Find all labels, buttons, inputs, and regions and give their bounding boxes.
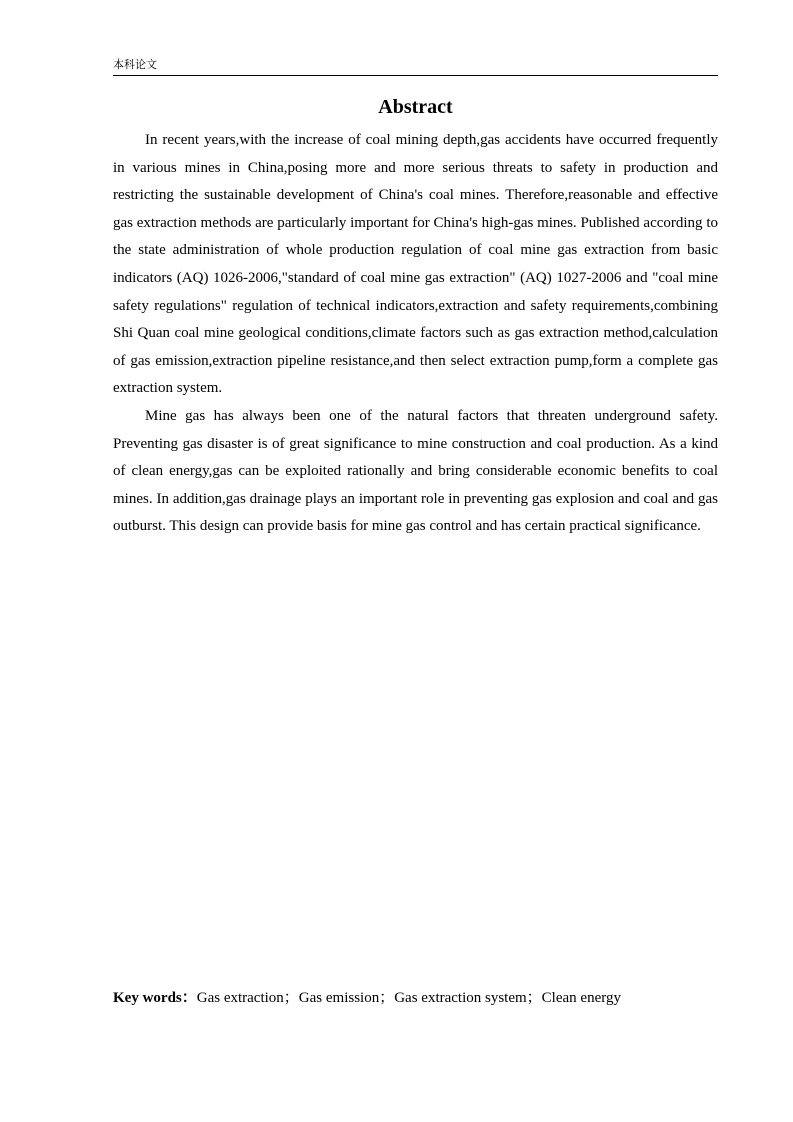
- keywords-line: [113, 986, 718, 1010]
- abstract-title: Abstract: [378, 96, 453, 118]
- keywords-label: Key words：: [113, 990, 197, 1006]
- header-label: 本科论文: [113, 58, 157, 71]
- page-header: [113, 56, 718, 76]
- abstract-body: [113, 127, 718, 541]
- keywords-list: Gas extraction；Gas emission；Gas extraction system；Clean energy: [196, 990, 621, 1006]
- abstract-paragraph-1: In recent years,with the increase of coal mining depth,gas accidents have occurred frequently in various mines in China,posing more and more serious threats to safety in production and restricting the sustainable development of China's coal mines. Therefore,reasonable and effective gas extraction methods are particularly important for China's high-gas mines. Published according to the state administration of whole production regulation of coal mine gas extraction from basic indicators (AQ) 1026-2006,"standard of coal mine gas extraction" (AQ) 1027-2006 and "coal mine safety regulations" regulation of technical indicators,extraction and safety requirements,combining Shi Quan coal mine geological conditions,climate factors such as gas extraction method,calculation of gas emission,extraction pipeline resistance,and then select extraction pump,form a complete gas extraction system.: [113, 132, 718, 397]
- abstract-paragraph-2: Mine gas has always been one of the natural factors that threaten underground safety. Preventing gas disaster is of great significance to mine construction and coal production. As a kind of clean energy,gas can be exploited rationally and bring considerable economic benefits to coal mines. In addition,gas drainage plays an important role in preventing gas explosion and coal and gas outburst. This design can provide basis for mine gas control and has certain practical significance.: [113, 407, 718, 535]
